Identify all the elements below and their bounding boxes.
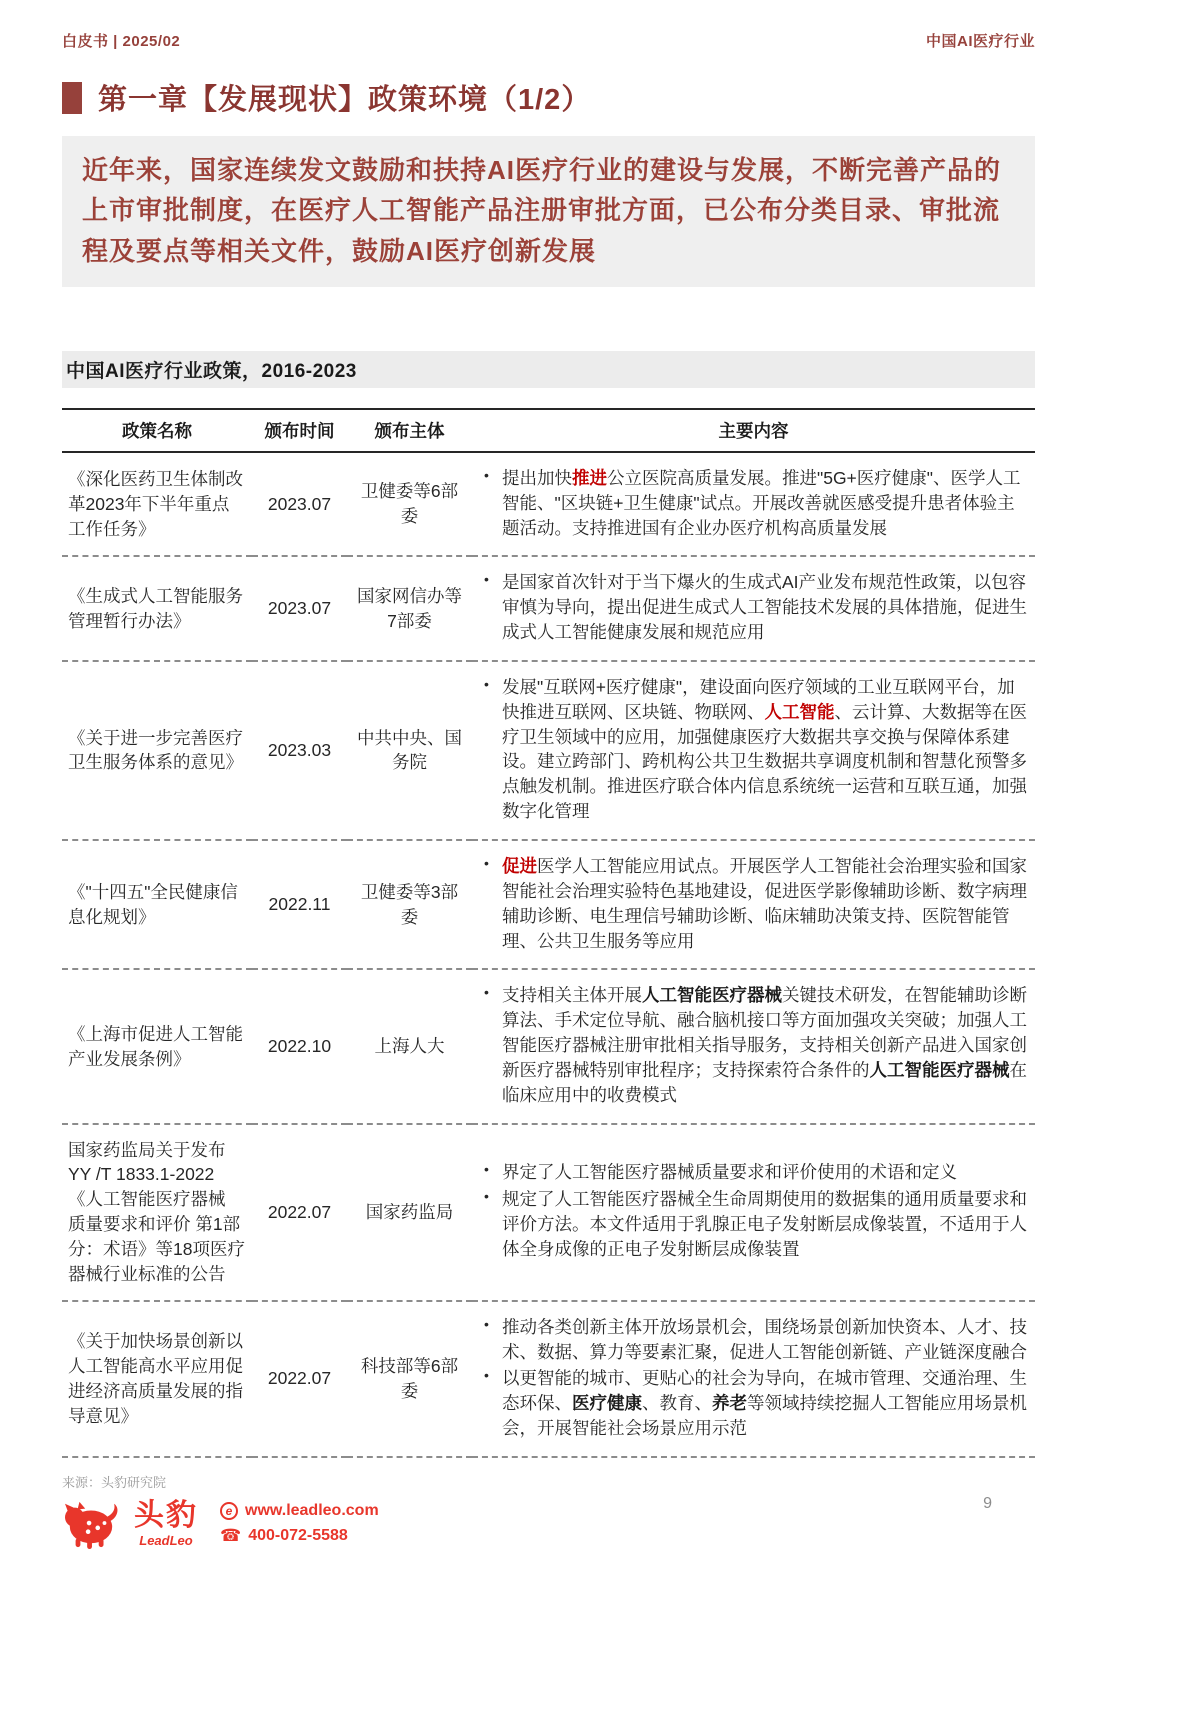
chapter-title-row bbox=[62, 77, 1035, 118]
cell-issuer: 国家药监局 bbox=[365, 1201, 454, 1222]
emphasis-text: 医疗健康 bbox=[572, 1393, 642, 1414]
body-text: 推动各类创新主体开放场景机会，围绕场景创新加快资本、人才、技术、数据、算力等要素汇聚，促进人工智能创新链、产业链深度融合 bbox=[502, 1316, 1027, 1362]
body-text: 、教育、 bbox=[642, 1393, 712, 1414]
cell-content bbox=[472, 1124, 1035, 1301]
cell-content bbox=[472, 556, 1035, 661]
cell-issuer: 卫健委等3部委 bbox=[360, 881, 459, 927]
header-right-label: 中国AI医疗行业 bbox=[925, 33, 1035, 50]
body-text: 发展"互联网+医疗健康"，建设面向医疗领域的工业互联网平台，加快推进互联网、区块链、物联网、 bbox=[502, 676, 1015, 722]
emphasis-text: 促进 bbox=[502, 856, 537, 877]
bullet-item bbox=[478, 466, 1029, 541]
cell-date: 2022.07 bbox=[267, 1201, 332, 1222]
emphasis-text: 人工智能医疗器械 bbox=[869, 1059, 1010, 1080]
cell-issuer: 科技部等6部委 bbox=[360, 1355, 459, 1401]
emphasis-text: 人工智能 bbox=[764, 701, 835, 722]
website-row bbox=[220, 1502, 379, 1520]
cell-content bbox=[472, 1301, 1035, 1457]
cell-content bbox=[472, 452, 1035, 557]
table-row bbox=[62, 969, 1035, 1123]
table-row bbox=[62, 452, 1035, 557]
logo-cn-text: 头豹 bbox=[134, 1499, 198, 1532]
footer bbox=[62, 1498, 379, 1550]
cell-name: 《生成式人工智能服务管理暂行办法》 bbox=[68, 585, 243, 631]
cell-issuer: 卫健委等6部委 bbox=[360, 481, 459, 527]
cell-name: 《"十四五"全民健康信息化规划》 bbox=[68, 881, 238, 927]
bullet-item bbox=[478, 570, 1029, 645]
emphasis-text: 养老 bbox=[712, 1393, 747, 1414]
cell-name: 《关于进一步完善医疗卫生服务体系的意见》 bbox=[68, 727, 243, 773]
table-row bbox=[62, 1124, 1035, 1301]
table-row bbox=[62, 556, 1035, 661]
cell-issuer: 中共中央、国务院 bbox=[357, 727, 462, 773]
table-row bbox=[62, 840, 1035, 969]
policy-table bbox=[62, 408, 1035, 1458]
cell-name: 国家药监局关于发布YY /T 1833.1-2022《人工智能医疗器械 质量要求和评价 第1部分：术语》等18项医疗器械行业标准的公告 bbox=[68, 1139, 245, 1284]
column-header: 主要内容 bbox=[718, 420, 789, 441]
cell-date: 2023.03 bbox=[267, 740, 332, 761]
page-title: 第一章【发展现状】政策环境（1/2） bbox=[98, 84, 592, 116]
header-left-label: 白皮书 | 2025/02 bbox=[62, 33, 181, 50]
table-caption: 中国AI医疗行业政策，2016-2023 bbox=[62, 351, 1035, 388]
cell-name: 《上海市促进人工智能产业发展条例》 bbox=[68, 1023, 243, 1069]
policy-table-body bbox=[62, 452, 1035, 1457]
cell-issuer: 国家网信办等7部委 bbox=[357, 585, 462, 631]
body-text: 公立医院高质量发展。推进"5G+医疗健康"、医学人工智能、"区块链+卫生健康"试点。开展改善就医感受提升患者体验主题活动。支持推进国有企业办医疗机构高质量发展 bbox=[502, 467, 1021, 538]
body-text: 等领域持续挖掘人工智能应用场景机会，开展智能社会场景应用示范 bbox=[502, 1393, 1027, 1439]
phone-row bbox=[220, 1526, 379, 1546]
intro-highlight-text: 近年来，国家连续发文鼓励和扶持AI医疗行业的建设与发展，不断完善产品的上市审批制度，在医疗人工智能产品注册审批方面，已公布分类目录、审批流程及要点等相关文件，鼓励AI医疗创新发展 bbox=[62, 136, 1035, 287]
cell-date: 2022.10 bbox=[267, 1036, 332, 1057]
phone-text: 400-072-5588 bbox=[248, 1527, 348, 1544]
page-number: 9 bbox=[983, 1495, 992, 1512]
cell-date: 2022.11 bbox=[268, 894, 331, 915]
policy-table-head-row bbox=[62, 409, 1035, 452]
e-circle-icon: e bbox=[220, 1502, 238, 1520]
bullet-item bbox=[478, 1366, 1029, 1441]
table-row bbox=[62, 661, 1035, 840]
body-text: 是国家首次针对于当下爆火的生成式AI产业发布规范性政策，以包容审慎为导向，提出促进生成式人工智能技术发展的具体措施，促进生成式人工智能健康发展和规范应用 bbox=[502, 572, 1027, 643]
body-text: 以更智能的城市、更贴心的社会为导向，在城市管理、交通治理、生态环保、 bbox=[502, 1368, 1027, 1414]
cell-issuer: 上海人大 bbox=[374, 1036, 445, 1057]
phone-icon: ☎ bbox=[220, 1526, 242, 1545]
bullet-item bbox=[478, 1187, 1029, 1262]
cell-content bbox=[472, 661, 1035, 840]
cell-date: 2022.07 bbox=[267, 1368, 332, 1389]
cell-name: 《关于加快场景创新以人工智能高水平应用促进经济高质量发展的指导意见》 bbox=[68, 1331, 243, 1426]
body-text: 医学人工智能应用试点。开展医学人工智能社会治理实验和国家智能社会治理实验特色基地建设，促进医学影像辅助诊断、数字病理辅助诊断、电生理信号辅助诊断、临床辅助决策支持、医院智能管理、公共卫生服务等应用 bbox=[502, 856, 1027, 951]
table-row bbox=[62, 1301, 1035, 1457]
body-text: 界定了人工智能医疗器械质量要求和评价使用的术语和定义 bbox=[502, 1162, 957, 1183]
logo-en-text: LeadLeo bbox=[139, 1533, 193, 1548]
body-text: 、云计算、大数据等在医疗卫生领域中的应用，加强健康医疗大数据共享交换与保障体系建设。建立跨部门、跨机构公共卫生数据共享调度机制和智慧化预警多点触发机制。推进医疗联合体内信息系统统一运营和互联互通，加强数字化管理 bbox=[502, 701, 1027, 822]
cell-name: 《深化医药卫生体制改革2023年下半年重点工作任务》 bbox=[68, 468, 243, 539]
bullet-item bbox=[478, 1160, 1029, 1185]
source-note: 来源：头豹研究院 bbox=[62, 1474, 167, 1490]
cell-content bbox=[472, 840, 1035, 969]
cell-date: 2023.07 bbox=[267, 598, 332, 619]
body-text: 支持相关主体开展 bbox=[502, 985, 642, 1006]
emphasis-text: 人工智能医疗器械 bbox=[642, 985, 782, 1006]
contact-info bbox=[220, 1502, 379, 1546]
column-header: 政策名称 bbox=[122, 420, 192, 441]
body-text: 规定了人工智能医疗器械全生命周期使用的数据集的通用质量要求和评价方法。本文件适用于乳腺正电子发射断层成像装置，不适用于人体全身成像的正电子发射断层成像装置 bbox=[502, 1189, 1027, 1259]
column-header: 颁布时间 bbox=[264, 420, 335, 441]
body-text: 提出加快 bbox=[502, 467, 572, 488]
website-text: www.leadleo.com bbox=[245, 1502, 379, 1519]
leadleo-leopard-logo-icon bbox=[62, 1498, 120, 1550]
emphasis-text: 推进 bbox=[572, 467, 607, 488]
logo-wordmark bbox=[134, 1501, 198, 1547]
body-text: 在临床应用中的收费模式 bbox=[502, 1059, 1027, 1105]
bullet-item bbox=[478, 854, 1029, 953]
cell-content bbox=[472, 969, 1035, 1123]
bullet-item bbox=[478, 675, 1029, 824]
title-square-marker bbox=[62, 82, 82, 114]
bullet-item bbox=[478, 983, 1029, 1107]
page-header bbox=[62, 30, 1035, 51]
cell-date: 2023.07 bbox=[267, 493, 332, 514]
body-text: 关键技术研发，在智能辅助诊断算法、手术定位导航、融合脑机接口等方面加强攻关突破；加强人工智能医疗器械注册审批相关指导服务，支持相关创新产品进入国家创新医疗器械特别审批程序；支持探索符合条件的 bbox=[502, 985, 1027, 1080]
column-header: 颁布主体 bbox=[374, 420, 445, 441]
bullet-item bbox=[478, 1315, 1029, 1365]
